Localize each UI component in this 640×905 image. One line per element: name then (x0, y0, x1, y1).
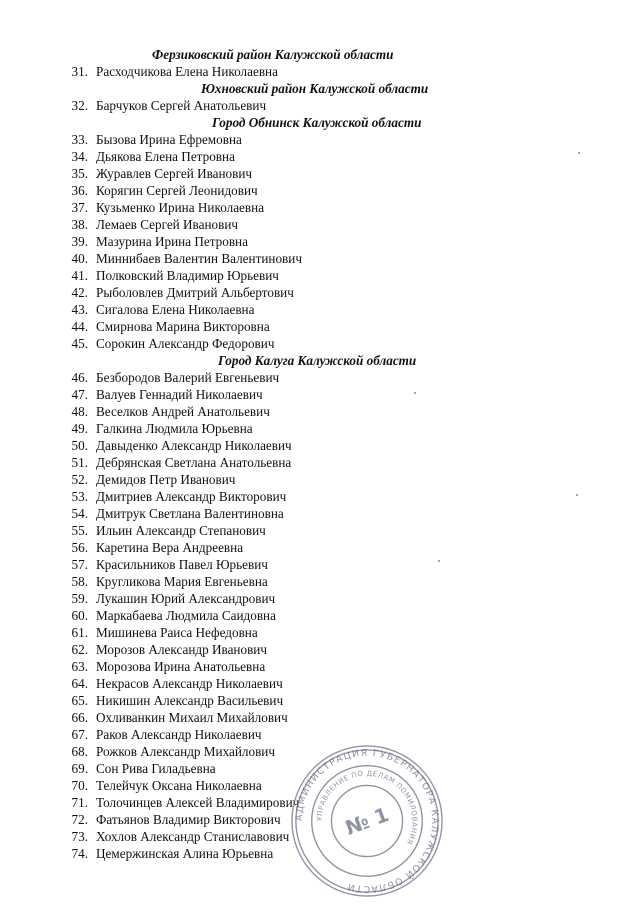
list-item (0, 692, 640, 709)
scan-speck (576, 494, 578, 496)
person-name: Корягин Сергей Леонидович (96, 183, 258, 198)
item-number: 61. (71, 625, 88, 640)
scan-speck (438, 560, 440, 562)
list-item (0, 658, 640, 675)
person-name: Миннибаев Валентин Валентинович (96, 251, 302, 266)
person-name: Сорокин Александр Федорович (96, 336, 275, 351)
list-item (0, 454, 640, 471)
section-heading: Город Обнинск Калужской области (212, 115, 422, 130)
person-name: Охливанкин Михаил Михайлович (96, 710, 288, 725)
item-number: 72. (71, 812, 88, 827)
person-name: Кузьменко Ирина Николаевна (96, 200, 265, 215)
list-item (0, 148, 640, 165)
list-item (0, 216, 640, 233)
item-number: 46. (71, 370, 88, 385)
person-name: Ильин Александр Степанович (96, 523, 266, 538)
item-number: 73. (71, 829, 88, 844)
person-name: Дебрянская Светлана Анатольевна (96, 455, 292, 470)
person-name: Валуев Геннадий Николаевич (96, 387, 263, 402)
list-item (0, 63, 640, 80)
person-name: Бызова Ирина Ефремовна (96, 132, 242, 147)
person-name: Некрасов Александр Николаевич (96, 676, 283, 691)
list-item (0, 386, 640, 403)
list-item (0, 369, 640, 386)
list-item (0, 607, 640, 624)
list-item (0, 590, 640, 607)
person-name: Сон Рива Гиладьевна (96, 761, 216, 776)
item-number: 49. (71, 421, 88, 436)
list-item (0, 165, 640, 182)
item-number: 64. (71, 676, 88, 691)
list-item (0, 301, 640, 318)
scan-speck (578, 152, 580, 154)
person-name: Фатьянов Владимир Викторович (96, 812, 281, 827)
item-number: 36. (71, 183, 88, 198)
item-number: 34. (71, 149, 88, 164)
person-name: Толочинцев Алексей Владимирович (96, 795, 300, 810)
item-number: 45. (71, 336, 88, 351)
person-name: Красильников Павел Юрьевич (96, 557, 268, 572)
person-name: Кругликова Мария Евгеньевна (96, 574, 268, 589)
item-number: 56. (71, 540, 88, 555)
person-name: Хохлов Александр Станиславович (96, 829, 290, 844)
item-number: 52. (71, 472, 88, 487)
person-name: Давыденко Александр Николаевич (96, 438, 292, 453)
person-name: Веселков Андрей Анатольевич (96, 404, 270, 419)
stamp-outer-text: АДМИНИСТРАЦИЯ ГУБЕРНАТОРА КАЛУЖСКОЙ ОБЛАСТИ (293, 747, 441, 895)
item-number: 40. (71, 251, 88, 266)
stamp-inner-text: УПРАВЛЕНИЕ ПО ДЕЛАМ ПОМИЛОВАНИЯ (315, 769, 419, 847)
item-number: 57. (71, 557, 88, 572)
item-number: 63. (71, 659, 88, 674)
list-item (0, 522, 640, 539)
list-item (0, 131, 640, 148)
list-item (0, 471, 640, 488)
item-number: 32. (71, 98, 88, 113)
list-item (0, 250, 640, 267)
list-item (0, 573, 640, 590)
person-name: Дьякова Елена Петровна (96, 149, 235, 164)
list-item (0, 97, 640, 114)
person-name: Каретина Вера Андреевна (96, 540, 244, 555)
list-item (0, 182, 640, 199)
person-name: Галкина Людмила Юрьевна (96, 421, 253, 436)
list-item (0, 726, 640, 743)
item-number: 33. (71, 132, 88, 147)
person-name: Лукашин Юрий Александрович (96, 591, 276, 606)
item-number: 47. (71, 387, 88, 402)
list-item (0, 488, 640, 505)
person-name: Полковский Владимир Юрьевич (96, 268, 279, 283)
person-name: Безбородов Валерий Евгеньевич (96, 370, 280, 385)
item-number: 50. (71, 438, 88, 453)
person-name: Расходчикова Елена Николаевна (96, 64, 278, 79)
person-name: Мазурина Ирина Петровна (96, 234, 248, 249)
item-number: 71. (71, 795, 88, 810)
item-number: 67. (71, 727, 88, 742)
list-item (0, 284, 640, 301)
person-name: Раков Александр Николаевич (96, 727, 262, 742)
list-item (0, 267, 640, 284)
list-item (0, 233, 640, 250)
list-item (0, 335, 640, 352)
person-name: Рыболовлев Дмитрий Альбертович (96, 285, 294, 300)
scan-speck (414, 392, 416, 394)
item-number: 60. (71, 608, 88, 623)
section-heading: Юхновский район Калужской области (201, 81, 429, 96)
item-number: 38. (71, 217, 88, 232)
item-number: 59. (71, 591, 88, 606)
list-item (0, 641, 640, 658)
list-item (0, 539, 640, 556)
person-name: Цемержинская Алина Юрьевна (96, 846, 274, 861)
item-number: 43. (71, 302, 88, 317)
person-name: Смирнова Марина Викторовна (96, 319, 270, 334)
section-heading: Город Калуга Калужской области (218, 353, 417, 368)
item-number: 62. (71, 642, 88, 657)
person-name: Морозов Александр Иванович (96, 642, 267, 657)
stamp-number: № 1 (342, 802, 392, 840)
list-item (0, 709, 640, 726)
person-name: Маркабаева Людмила Саидовна (96, 608, 276, 623)
list-item (0, 675, 640, 692)
list-item (0, 556, 640, 573)
item-number: 51. (71, 455, 88, 470)
list-item (0, 624, 640, 641)
item-number: 37. (71, 200, 88, 215)
item-number: 48. (71, 404, 88, 419)
item-number: 69. (71, 761, 88, 776)
person-name: Дмитриев Александр Викторович (96, 489, 287, 504)
item-number: 74. (71, 846, 88, 861)
list-item (0, 420, 640, 437)
item-number: 35. (71, 166, 88, 181)
person-name: Морозова Ирина Анатольевна (96, 659, 266, 674)
list-item (0, 505, 640, 522)
person-name: Лемаев Сергей Иванович (96, 217, 239, 232)
item-number: 54. (71, 506, 88, 521)
name-list (0, 46, 640, 862)
list-item (0, 199, 640, 216)
person-name: Демидов Петр Иванович (96, 472, 236, 487)
person-name: Никишин Александр Васильевич (96, 693, 284, 708)
person-name: Телейчук Оксана Николаевна (96, 778, 262, 793)
person-name: Дмитрук Светлана Валентиновна (96, 506, 284, 521)
item-number: 31. (71, 64, 88, 79)
item-number: 41. (71, 268, 88, 283)
official-seal-stamp (288, 742, 446, 900)
item-number: 58. (71, 574, 88, 589)
item-number: 39. (71, 234, 88, 249)
section-heading: Ферзиковский район Калужской области (152, 47, 394, 62)
list-item (0, 437, 640, 454)
list-item (0, 403, 640, 420)
item-number: 53. (71, 489, 88, 504)
item-number: 66. (71, 710, 88, 725)
person-name: Барчуков Сергей Анатольевич (96, 98, 267, 113)
person-name: Журавлев Сергей Иванович (96, 166, 253, 181)
person-name: Мишинева Раиса Нефедовна (96, 625, 258, 640)
item-number: 42. (71, 285, 88, 300)
svg-text:УПРАВЛЕНИЕ ПО ДЕЛАМ ПОМИЛОВАНИ (316, 769, 419, 846)
item-number: 55. (71, 523, 88, 538)
item-number: 44. (71, 319, 88, 334)
item-number: 68. (71, 744, 88, 759)
person-name: Сигалова Елена Николаевна (96, 302, 255, 317)
item-number: 70. (71, 778, 88, 793)
item-number: 65. (71, 693, 88, 708)
list-item (0, 318, 640, 335)
person-name: Рожков Александр Михайлович (96, 744, 276, 759)
